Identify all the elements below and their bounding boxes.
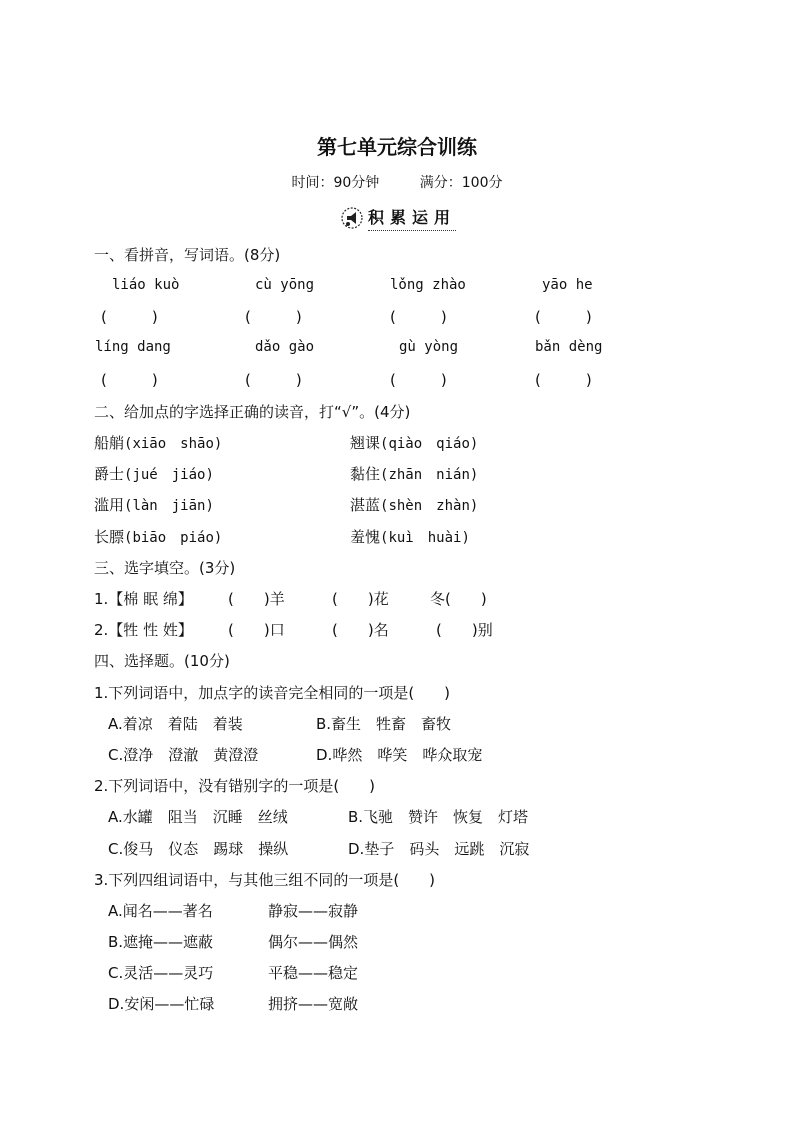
q4-3-option-b-pair-1[interactable]: B.遮掩——遮蔽 [108,933,214,951]
q1-blank-7[interactable]: ( ) [390,371,447,389]
section-banner-label: 积累运用 [368,205,456,231]
q4-3-option-b-pair-2: 偶尔——偶然 [268,933,359,951]
q2-options[interactable]: (zhān nián) [380,467,479,483]
q4-1-stem: 1.下列词语中，加点字的读音完全相同的一项是( ) [94,684,451,702]
q1-pinyin-7: gù yòng [399,339,459,355]
q3-line-2-blank-b[interactable]: ( )名 [332,621,389,639]
q4-3-stem: 3.下列四组词语中，与其他三组不同的一项是( ) [94,871,436,889]
q4-1-option-a[interactable]: A.着凉 着陆 着装 [108,715,243,733]
q2-item-7 [94,526,222,547]
q2-item-2 [350,432,478,453]
q2-options[interactable]: (shèn zhàn) [380,498,479,514]
q4-1-option-c[interactable]: C.澄净 澄澈 黄澄澄 [108,746,259,764]
q4-3-option-c-pair-1[interactable]: C.灵活——灵巧 [108,964,214,982]
q1-blank-3[interactable]: ( ) [390,308,447,326]
q4-2-option-b[interactable]: B.飞驰 赞许 恢复 灯塔 [348,808,529,826]
q2-word: 羞愧 [350,528,381,546]
q3-line-1-blank-b[interactable]: ( )花 [332,590,389,608]
exam-meta [0,172,794,192]
q1-blank-4[interactable]: ( ) [535,308,592,326]
q4-2-option-c[interactable]: C.俊马 仪态 踢球 操纵 [108,840,289,858]
trumpet-icon [340,206,364,230]
q2-options[interactable]: (qiào qiáo) [380,436,479,452]
q2-options[interactable]: (làn jiān) [124,498,214,514]
q2-item-8 [350,526,470,547]
q3-line-2-blank-c[interactable]: ( )别 [436,621,493,639]
q1-blank-2[interactable]: ( ) [245,308,302,326]
q1-pinyin-4: yāo he [542,277,593,293]
q3-line-2-choices: 2.【牲 性 姓】 [94,621,193,639]
q4-1-option-d[interactable]: D.哗然 哗笑 哗众取宠 [316,746,483,764]
q2-item-1 [94,432,222,453]
q3-heading: 三、选字填空。(3分) [94,559,236,577]
q3-line-1-blank-a[interactable]: ( )羊 [228,590,285,608]
q4-3-option-a-pair-2: 静寂——寂静 [268,902,359,920]
q2-word: 翘课 [350,434,381,452]
q1-blank-1[interactable]: ( ) [101,308,158,326]
q2-word: 黏住 [350,465,381,483]
page-title: 第七单元综合训练 [317,135,477,159]
q1-pinyin-8: bǎn dèng [535,339,603,355]
q1-blank-8[interactable]: ( ) [535,371,592,389]
q4-heading: 四、选择题。(10分) [94,652,230,670]
q1-pinyin-3: lǒng zhào [390,277,466,293]
q1-heading: 一、看拼音，写词语。(8分) [94,246,281,264]
q3-line-1-blank-c[interactable]: 冬( ) [430,590,487,608]
q1-pinyin-2: cù yōng [255,277,315,293]
q2-word: 长膘 [94,528,125,546]
q2-word: 滥用 [94,496,125,514]
q3-line-2-blank-a[interactable]: ( )口 [228,621,285,639]
q4-3-option-d-pair-2: 拥挤——宽敞 [268,995,359,1013]
q2-item-3 [94,463,214,484]
q1-blank-6[interactable]: ( ) [245,371,302,389]
q2-word: 湛蓝 [350,496,381,514]
q4-3-option-c-pair-2: 平稳——稳定 [268,964,359,982]
q4-2-option-a[interactable]: A.水罐 阻当 沉睡 丝绒 [108,808,288,826]
time-limit: 时间：90分钟 [291,175,380,191]
q1-pinyin-6: dǎo gào [255,339,315,355]
q1-pinyin-1: liáo kuò [112,277,180,293]
q2-options[interactable]: (xiāo shāo) [124,436,223,452]
q2-options[interactable]: (biāo piáo) [124,530,223,546]
q2-word: 爵士 [94,465,125,483]
q2-word: 船艄 [94,434,125,452]
full-score: 满分：100分 [419,175,503,191]
q2-options[interactable]: (kuì huài) [380,530,470,546]
section-banner [340,205,456,231]
q1-pinyin-5: líng dang [95,339,171,355]
q4-2-option-d[interactable]: D.垫子 码头 远跳 沉寂 [348,840,530,858]
q4-3-option-d-pair-1[interactable]: D.安闲——忙碌 [108,995,215,1013]
q1-blank-5[interactable]: ( ) [101,371,158,389]
q2-item-6 [350,494,478,515]
q4-3-option-a-pair-1[interactable]: A.闻名——著名 [108,902,213,920]
q2-options[interactable]: (jué jiáo) [124,467,214,483]
q4-2-stem: 2.下列词语中，没有错别字的一项是( ) [94,777,376,795]
q2-item-5 [94,494,214,515]
q2-heading: 二、给加点的字选择正确的读音，打“√”。(4分) [94,403,411,421]
q3-line-1-choices: 1.【棉 眠 绵】 [94,590,193,608]
q2-item-4 [350,463,478,484]
q4-1-option-b[interactable]: B.畜生 牲畜 畜牧 [316,715,452,733]
